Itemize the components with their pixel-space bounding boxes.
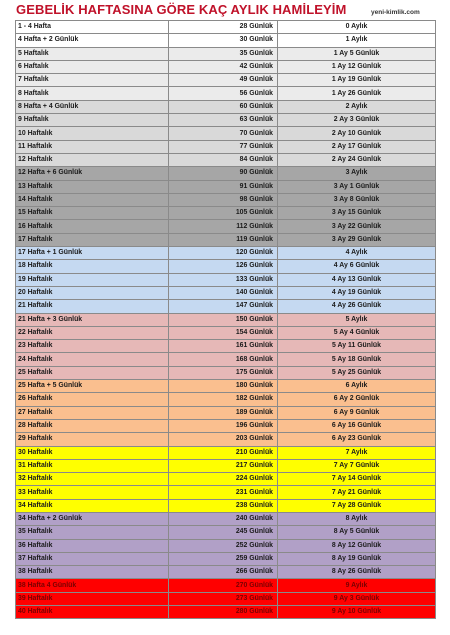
week-cell: 24 Haftalık (16, 353, 169, 366)
days-cell: 49 Günlük (169, 74, 278, 87)
week-cell: 7 Haftalık (16, 74, 169, 87)
week-cell: 26 Haftalık (16, 393, 169, 406)
months-cell: 3 Ay 8 Günlük (278, 193, 436, 206)
days-cell: 28 Günlük (169, 21, 278, 34)
week-cell: 12 Haftalık (16, 153, 169, 166)
table-row (16, 167, 436, 180)
days-cell: 120 Günlük (169, 247, 278, 260)
week-cell: 22 Haftalık (16, 326, 169, 339)
week-cell: 28 Haftalık (16, 419, 169, 432)
week-cell: 18 Haftalık (16, 260, 169, 273)
table-row (16, 473, 436, 486)
table-row (16, 486, 436, 499)
days-cell: 180 Günlük (169, 380, 278, 393)
table-body (16, 21, 436, 619)
week-cell: 35 Haftalık (16, 526, 169, 539)
week-cell: 17 Haftalık (16, 233, 169, 246)
days-cell: 42 Günlük (169, 60, 278, 73)
days-cell: 238 Günlük (169, 499, 278, 512)
table-row (16, 193, 436, 206)
days-cell: 252 Günlük (169, 539, 278, 552)
table-row (16, 220, 436, 233)
months-cell: 7 Ay 7 Günlük (278, 459, 436, 472)
week-cell: 25 Haftalık (16, 366, 169, 379)
week-cell: 34 Hafta + 2 Günlük (16, 512, 169, 525)
months-cell: 9 Ay 10 Günlük (278, 606, 436, 619)
page-header (0, 0, 450, 22)
months-cell: 3 Ay 29 Günlük (278, 233, 436, 246)
week-cell: 6 Haftalık (16, 60, 169, 73)
days-cell: 270 Günlük (169, 579, 278, 592)
table-row (16, 366, 436, 379)
table-row (16, 606, 436, 619)
table-row (16, 153, 436, 166)
months-cell: 7 Ay 21 Günlük (278, 486, 436, 499)
table-row (16, 552, 436, 565)
week-cell: 31 Haftalık (16, 459, 169, 472)
table-row (16, 539, 436, 552)
table-row (16, 446, 436, 459)
months-cell: 1 Ay 26 Günlük (278, 87, 436, 100)
site-watermark: yeni-kimlik.com (371, 9, 420, 16)
months-cell: 7 Aylık (278, 446, 436, 459)
days-cell: 196 Günlük (169, 419, 278, 432)
week-cell: 40 Haftalık (16, 606, 169, 619)
week-cell: 19 Haftalık (16, 273, 169, 286)
days-cell: 231 Günlük (169, 486, 278, 499)
months-cell: 5 Ay 25 Günlük (278, 366, 436, 379)
months-cell: 6 Ay 23 Günlük (278, 433, 436, 446)
months-cell: 6 Ay 2 Günlük (278, 393, 436, 406)
days-cell: 126 Günlük (169, 260, 278, 273)
months-cell: 1 Ay 12 Günlük (278, 60, 436, 73)
months-cell: 2 Ay 10 Günlük (278, 127, 436, 140)
table-row (16, 180, 436, 193)
week-cell: 21 Hafta + 3 Günlük (16, 313, 169, 326)
months-cell: 6 Aylık (278, 380, 436, 393)
months-cell: 9 Aylık (278, 579, 436, 592)
table-row (16, 592, 436, 605)
months-cell: 7 Ay 14 Günlük (278, 473, 436, 486)
days-cell: 175 Günlük (169, 366, 278, 379)
days-cell: 77 Günlük (169, 140, 278, 153)
months-cell: 3 Ay 22 Günlük (278, 220, 436, 233)
months-cell: 5 Ay 4 Günlük (278, 326, 436, 339)
months-cell: 4 Aylık (278, 247, 436, 260)
months-cell: 8 Aylık (278, 512, 436, 525)
table-row (16, 459, 436, 472)
table-row (16, 340, 436, 353)
table-row (16, 406, 436, 419)
week-cell: 33 Haftalık (16, 486, 169, 499)
table-row (16, 47, 436, 60)
week-cell: 4 Hafta + 2 Günlük (16, 34, 169, 47)
days-cell: 150 Günlük (169, 313, 278, 326)
days-cell: 112 Günlük (169, 220, 278, 233)
table-row (16, 433, 436, 446)
days-cell: 56 Günlük (169, 87, 278, 100)
table-row (16, 87, 436, 100)
months-cell: 2 Aylık (278, 100, 436, 113)
months-cell: 0 Aylık (278, 21, 436, 34)
days-cell: 30 Günlük (169, 34, 278, 47)
week-cell: 8 Hafta + 4 Günlük (16, 100, 169, 113)
months-cell: 2 Ay 3 Günlük (278, 114, 436, 127)
days-cell: 266 Günlük (169, 566, 278, 579)
days-cell: 91 Günlük (169, 180, 278, 193)
table-row (16, 419, 436, 432)
days-cell: 63 Günlük (169, 114, 278, 127)
months-cell: 1 Aylık (278, 34, 436, 47)
table-row (16, 74, 436, 87)
days-cell: 182 Günlük (169, 393, 278, 406)
table-row (16, 313, 436, 326)
days-cell: 240 Günlük (169, 512, 278, 525)
week-cell: 8 Haftalık (16, 87, 169, 100)
months-cell: 8 Ay 12 Günlük (278, 539, 436, 552)
week-cell: 13 Haftalık (16, 180, 169, 193)
days-cell: 210 Günlük (169, 446, 278, 459)
week-cell: 14 Haftalık (16, 193, 169, 206)
table-row (16, 233, 436, 246)
table-row (16, 127, 436, 140)
week-cell: 17 Hafta + 1 Günlük (16, 247, 169, 260)
days-cell: 60 Günlük (169, 100, 278, 113)
months-cell: 3 Aylık (278, 167, 436, 180)
days-cell: 154 Günlük (169, 326, 278, 339)
table-row (16, 60, 436, 73)
table-row (16, 247, 436, 260)
week-cell: 39 Haftalık (16, 592, 169, 605)
months-cell: 3 Ay 15 Günlük (278, 207, 436, 220)
table-row (16, 353, 436, 366)
week-cell: 36 Haftalık (16, 539, 169, 552)
days-cell: 90 Günlük (169, 167, 278, 180)
week-cell: 34 Haftalık (16, 499, 169, 512)
months-cell: 5 Ay 11 Günlük (278, 340, 436, 353)
days-cell: 280 Günlük (169, 606, 278, 619)
days-cell: 273 Günlük (169, 592, 278, 605)
months-cell: 4 Ay 19 Günlük (278, 286, 436, 299)
week-cell: 37 Haftalık (16, 552, 169, 565)
days-cell: 224 Günlük (169, 473, 278, 486)
table-row (16, 100, 436, 113)
days-cell: 35 Günlük (169, 47, 278, 60)
week-cell: 25 Hafta + 5 Günlük (16, 380, 169, 393)
week-cell: 5 Haftalık (16, 47, 169, 60)
months-cell: 9 Ay 3 Günlük (278, 592, 436, 605)
week-cell: 30 Haftalık (16, 446, 169, 459)
week-cell: 9 Haftalık (16, 114, 169, 127)
week-cell: 38 Haftalık (16, 566, 169, 579)
days-cell: 119 Günlük (169, 233, 278, 246)
table-row (16, 273, 436, 286)
table-row (16, 207, 436, 220)
table-row (16, 34, 436, 47)
days-cell: 189 Günlük (169, 406, 278, 419)
table-row (16, 114, 436, 127)
months-cell: 3 Ay 1 Günlük (278, 180, 436, 193)
months-cell: 6 Ay 16 Günlük (278, 419, 436, 432)
pregnancy-week-table (15, 20, 436, 619)
week-cell: 27 Haftalık (16, 406, 169, 419)
table-row (16, 380, 436, 393)
table-row (16, 260, 436, 273)
months-cell: 5 Ay 18 Günlük (278, 353, 436, 366)
week-cell: 38 Hafta 4 Günlük (16, 579, 169, 592)
months-cell: 1 Ay 19 Günlük (278, 74, 436, 87)
page-title: GEBELİK HAFTASINA GÖRE KAÇ AYLIK HAMİLEYİM (16, 2, 347, 17)
table-row (16, 566, 436, 579)
days-cell: 161 Günlük (169, 340, 278, 353)
months-cell: 6 Ay 9 Günlük (278, 406, 436, 419)
pregnancy-table-container (15, 20, 436, 619)
week-cell: 11 Haftalık (16, 140, 169, 153)
week-cell: 29 Haftalık (16, 433, 169, 446)
week-cell: 32 Haftalık (16, 473, 169, 486)
days-cell: 168 Günlük (169, 353, 278, 366)
days-cell: 203 Günlük (169, 433, 278, 446)
months-cell: 7 Ay 28 Günlük (278, 499, 436, 512)
months-cell: 1 Ay 5 Günlük (278, 47, 436, 60)
week-cell: 1 - 4 Hafta (16, 21, 169, 34)
months-cell: 2 Ay 17 Günlük (278, 140, 436, 153)
days-cell: 140 Günlük (169, 286, 278, 299)
table-row (16, 526, 436, 539)
months-cell: 4 Ay 26 Günlük (278, 300, 436, 313)
months-cell: 8 Ay 5 Günlük (278, 526, 436, 539)
week-cell: 21 Haftalık (16, 300, 169, 313)
table-row (16, 286, 436, 299)
week-cell: 15 Haftalık (16, 207, 169, 220)
table-row (16, 21, 436, 34)
days-cell: 259 Günlük (169, 552, 278, 565)
days-cell: 217 Günlük (169, 459, 278, 472)
months-cell: 2 Ay 24 Günlük (278, 153, 436, 166)
table-row (16, 579, 436, 592)
days-cell: 84 Günlük (169, 153, 278, 166)
table-row (16, 300, 436, 313)
days-cell: 147 Günlük (169, 300, 278, 313)
week-cell: 12 Hafta + 6 Günlük (16, 167, 169, 180)
table-row (16, 140, 436, 153)
week-cell: 20 Haftalık (16, 286, 169, 299)
months-cell: 4 Ay 6 Günlük (278, 260, 436, 273)
days-cell: 245 Günlük (169, 526, 278, 539)
table-row (16, 393, 436, 406)
days-cell: 98 Günlük (169, 193, 278, 206)
months-cell: 5 Aylık (278, 313, 436, 326)
months-cell: 8 Ay 19 Günlük (278, 552, 436, 565)
days-cell: 70 Günlük (169, 127, 278, 140)
table-row (16, 326, 436, 339)
week-cell: 16 Haftalık (16, 220, 169, 233)
days-cell: 133 Günlük (169, 273, 278, 286)
week-cell: 10 Haftalık (16, 127, 169, 140)
months-cell: 4 Ay 13 Günlük (278, 273, 436, 286)
week-cell: 23 Haftalık (16, 340, 169, 353)
months-cell: 8 Ay 26 Günlük (278, 566, 436, 579)
table-row (16, 499, 436, 512)
days-cell: 105 Günlük (169, 207, 278, 220)
table-row (16, 512, 436, 525)
